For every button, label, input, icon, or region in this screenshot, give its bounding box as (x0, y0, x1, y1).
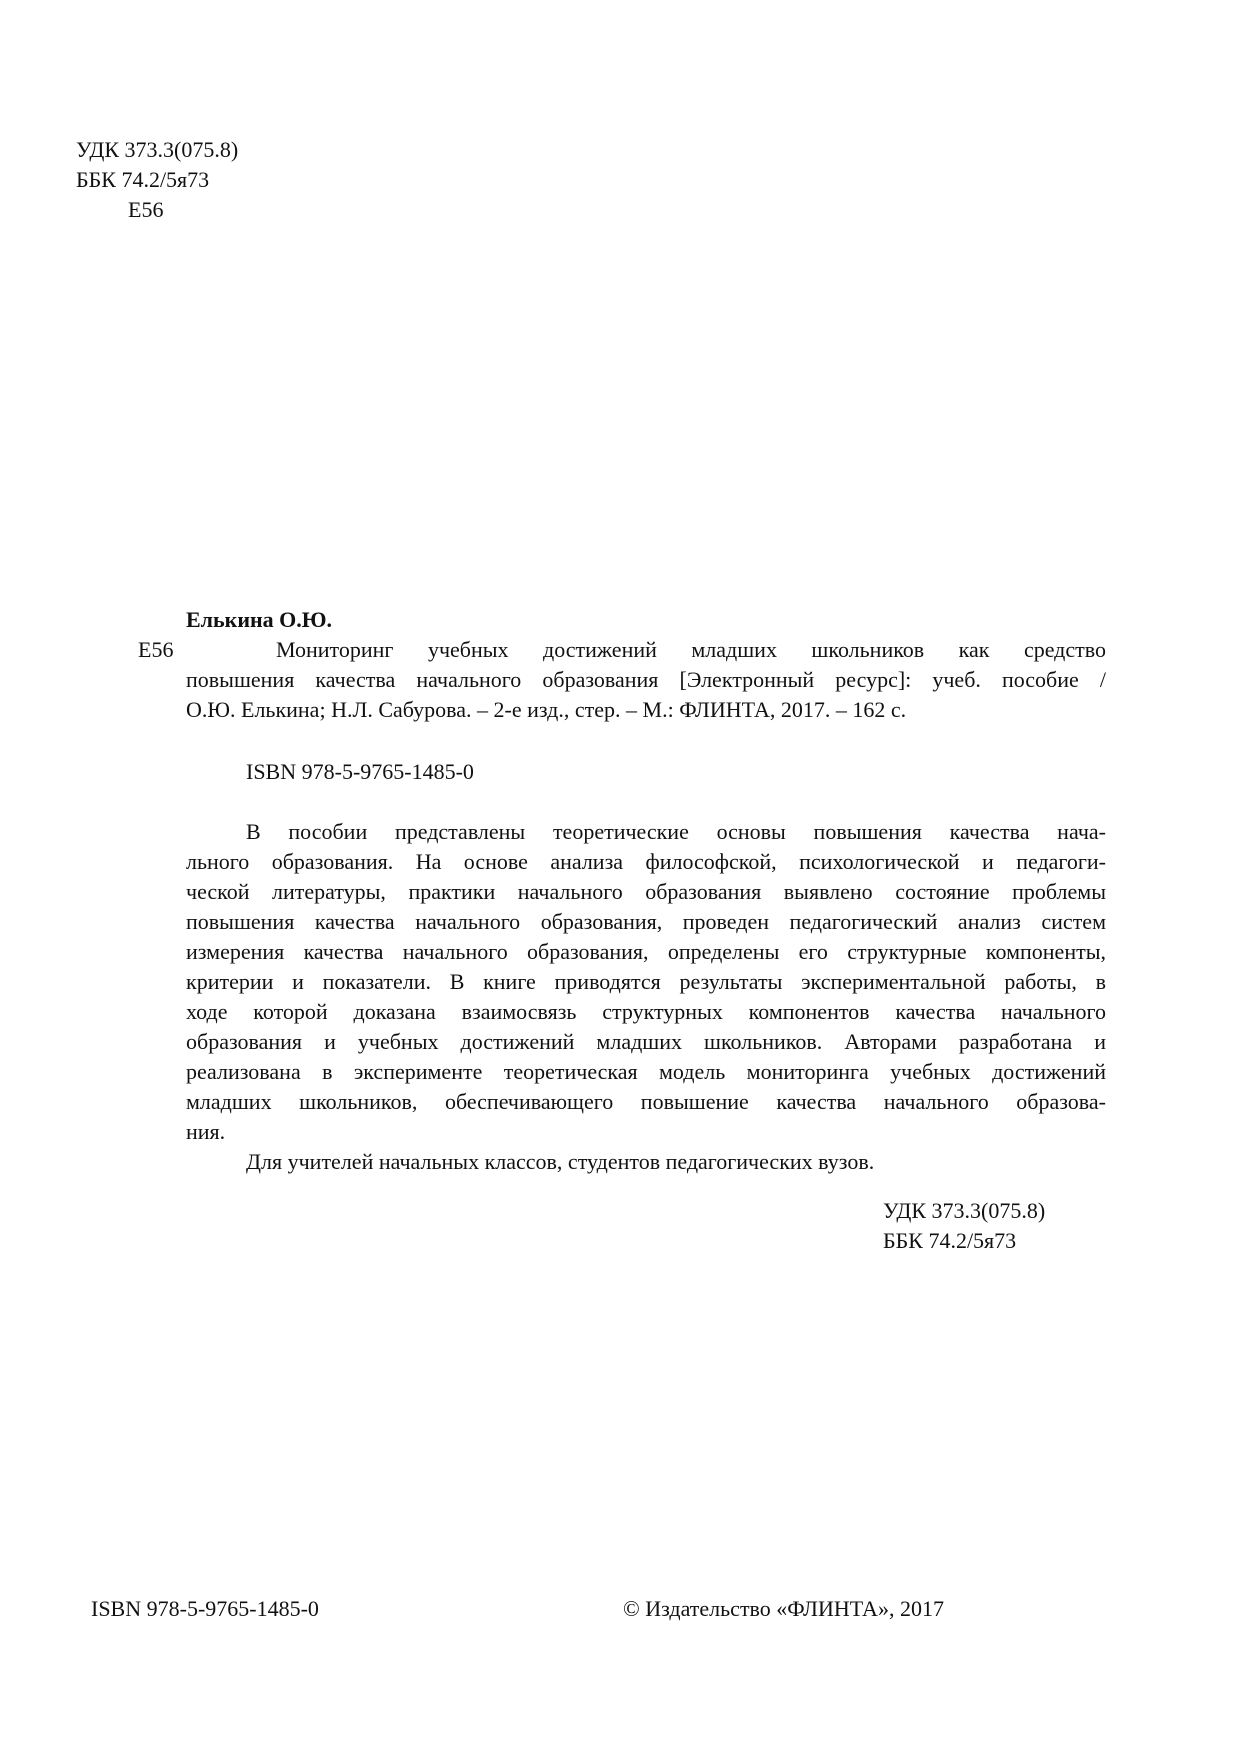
annotation (186, 817, 1106, 1177)
bbk-code: ББК 74.2/5я73 (76, 167, 210, 192)
entry-line: повышения качества начального образования [Электронный ресурс]: учеб. пособие / (186, 667, 1106, 692)
annotation-line: ходе которой доказана взаимосвязь структурных компонентов качества начального (186, 999, 1106, 1024)
audience-note: Для учителей начальных классов, студентов педагогических вузов. (246, 1149, 875, 1174)
annotation-line: повышения качества начального образования, проведен педагогический анализ систем (186, 909, 1106, 934)
footer-classification-codes (883, 1196, 1045, 1256)
annotation-line: измерения качества начального образования, определены его структурные компоненты, (186, 939, 1106, 964)
copyright-notice: © Издательство «ФЛИНТА», 2017 (623, 1596, 944, 1621)
bibliographic-entry (138, 605, 1106, 725)
udk-code: УДК 373.3(075.8) (76, 137, 239, 162)
annotation-line: младших школьников, обеспечивающего повышение качества начального образова- (186, 1089, 1106, 1114)
bbk-code: ББК 74.2/5я73 (883, 1228, 1017, 1253)
annotation-line: ния. (186, 1119, 226, 1144)
entry-isbn: ISBN 978-5-9765-1485-0 (246, 759, 474, 784)
entry-line: О.Ю. Елькина; Н.Л. Сабурова. – 2-е изд., стер. – М.: ФЛИНТА, 2017. – 162 с. (186, 697, 907, 722)
annotation-line: ческой литературы, практики начального образования выявлено состояние проблемы (186, 879, 1106, 904)
author-mark: Е56 (128, 197, 164, 222)
annotation-line: реализована в эксперименте теоретическая модель мониторинга учебных достижений (186, 1059, 1106, 1084)
annotation-line: критерии и показатели. В книге приводятся результаты экспериментальной работы, в (186, 969, 1106, 994)
annotation-line: В пособии представлены теоретические основы повышения качества нача- (246, 819, 1106, 844)
entry-author-mark: Е56 (138, 637, 174, 662)
footer-isbn: ISBN 978-5-9765-1485-0 (91, 1596, 319, 1621)
entry-description (186, 635, 1106, 725)
entry-author: Елькина О.Ю. (186, 607, 333, 632)
annotation-line: образования и учебных достижений младших школьников. Авторами разработана и (186, 1029, 1106, 1054)
udk-code: УДК 373.3(075.8) (883, 1198, 1046, 1223)
header-classification-codes (76, 135, 238, 225)
annotation-line: льного образования. На основе анализа философской, психологической и педагоги- (186, 849, 1106, 874)
entry-line: Мониторинг учебных достижений младших школьников как средство (276, 637, 1106, 662)
